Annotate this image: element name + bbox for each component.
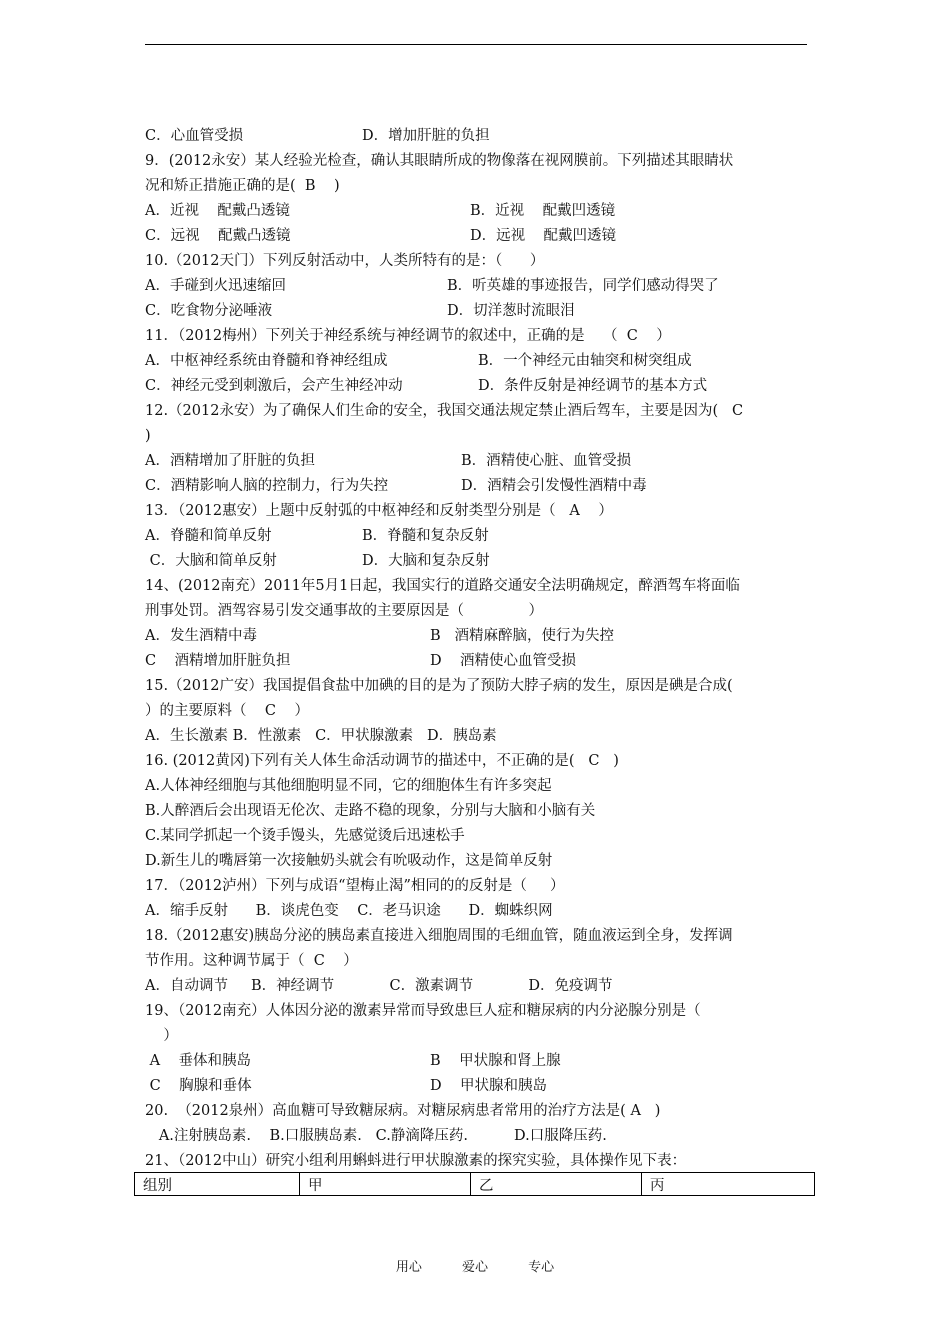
table-cell: 组别: [135, 1173, 300, 1196]
option-text: B 甲状腺和肾上腺: [430, 1053, 561, 1069]
question-line: A．生长激素 B．性激素 C．甲状腺激素 D．胰岛素: [145, 728, 497, 744]
option-text: D．切洋葱时流眼泪: [447, 303, 575, 319]
question-line: 17．（2012泸州）下列与成语“望梅止渴”相同的的反射是（ ）: [145, 878, 565, 894]
question-line: 刑事处罚。酒驾容易引发交通事故的主要原因是（ ）: [145, 603, 544, 619]
option-text: D．大脑和复杂反射: [362, 553, 490, 569]
question-line: 16. (2012黄冈)下列有关人体生命活动调节的描述中，不正确的是( C ): [145, 753, 619, 769]
question-line: 20. （2012泉州）高血糖可导致糖尿病。对糖尿病患者常用的治疗方法是( A ): [145, 1103, 661, 1119]
question-line: 13．（2012惠安）上题中反射弧的中枢神经和反射类型分别是（ A ）: [145, 503, 613, 519]
option-text: C．吃食物分泌唾液: [145, 303, 273, 319]
option-text: B．脊髓和复杂反射: [362, 528, 489, 544]
option-text: C．远视 配戴凸透镜: [145, 228, 291, 244]
question-line: ): [145, 428, 151, 444]
option-text: B．酒精使心脏、血管受损: [461, 453, 632, 469]
option-text: A．中枢神经系统由脊髓和脊神经组成: [145, 353, 388, 369]
option-text: C．神经元受到刺激后，会产生神经冲动: [145, 378, 403, 394]
question-line: 11．（2012梅州）下列关于神经系统与神经调节的叙述中，正确的是 （ C ）: [145, 328, 671, 344]
option-text: A．脊髓和简单反射: [145, 528, 272, 544]
question-line: C.某同学抓起一个烫手馒头，先感觉烫后迅速松手: [145, 828, 465, 844]
question-line: 15.（2012广安）我国提倡食盐中加碘的目的是为了预防大脖子病的发生，原因是碘是合成(: [145, 678, 733, 694]
option-text: D 酒精使心血管受损: [430, 653, 577, 669]
question-line: 9．(2012永安）某人经验光检查，确认其眼睛所成的物像落在视网膜前。下列描述其眼睛状: [145, 153, 734, 169]
footer-word: 爱心: [461, 1260, 488, 1275]
option-text: A 垂体和胰岛: [145, 1053, 252, 1069]
option-text: C 酒精增加肝脏负担: [145, 653, 291, 669]
option-text: A．发生酒精中毒: [145, 628, 257, 644]
option-text: D．远视 配戴凹透镜: [470, 228, 617, 244]
question-line: B.人醉酒后会出现语无伦次、走路不稳的现象，分别与大脑和小脑有关: [145, 803, 596, 819]
option-text: A．酒精增加了肝脏的负担: [145, 453, 315, 469]
question-line: ）的主要原料（ C ）: [145, 703, 309, 719]
question-line: ）: [145, 1028, 178, 1044]
option-text: D．酒精会引发慢性酒精中毒: [461, 478, 647, 494]
question-line: 14、(2012南充）2011年5月1日起，我国实行的道路交通安全法明确规定，醉酒驾车将面临: [145, 578, 740, 594]
question-line: 节作用。这种调节属于（ C ）: [145, 953, 358, 969]
question-line: 21、（2012中山）研究小组利用蝌蚪进行甲状腺激素的探究实验，具体操作见下表：: [145, 1153, 687, 1169]
option-text: C．心血管受损: [145, 128, 244, 144]
question-line: 况和矫正措施正确的是( B ): [145, 178, 340, 194]
question-line: 18.（2012惠安)胰岛分泌的胰岛素直接进入细胞周围的毛细血管，随血液运到全身，发挥调: [145, 928, 733, 944]
option-text: D．条件反射是神经调节的基本方式: [478, 378, 708, 394]
table-row: [135, 1173, 815, 1196]
option-text: C 胸腺和垂体: [145, 1078, 252, 1094]
table-cell: 丙: [642, 1173, 815, 1196]
table-cell: 甲: [300, 1173, 471, 1196]
page-footer: [0, 1256, 950, 1275]
option-text: A．手碰到火迅速缩回: [145, 278, 286, 294]
option-text: B．一个神经元由轴突和树突组成: [478, 353, 692, 369]
question-line: 10.（2012天门）下列反射活动中，人类所特有的是：（ ）: [145, 253, 545, 269]
option-text: C．大脑和简单反射: [145, 553, 277, 569]
option-text: A．近视 配戴凸透镜: [145, 203, 290, 219]
question-line: 19、（2012南充）人体因分泌的激素异常而导致患巨人症和糖尿病的内分泌腺分别是（: [145, 1003, 701, 1019]
option-text: C．酒精影响人脑的控制力，行为失控: [145, 478, 389, 494]
footer-word: 用心: [395, 1260, 422, 1275]
experiment-table: [134, 1172, 815, 1196]
option-text: D 甲状腺和胰岛: [430, 1078, 548, 1094]
header-rule: [145, 44, 807, 45]
option-text: D．增加肝脏的负担: [362, 128, 490, 144]
question-line: A.人体神经细胞与其他细胞明显不同，它的细胞体生有许多突起: [145, 778, 552, 794]
table-cell: 乙: [471, 1173, 642, 1196]
option-text: B 酒精麻醉脑，使行为失控: [430, 628, 614, 644]
option-text: B．近视 配戴凹透镜: [470, 203, 616, 219]
option-text: B．听英雄的事迹报告，同学们感动得哭了: [447, 278, 719, 294]
footer-word: 专心: [528, 1260, 555, 1275]
question-line: A．自动调节 B．神经调节 C．激素调节 D．免疫调节: [145, 978, 613, 994]
question-line: D.新生儿的嘴唇第一次接触奶头就会有吮吸动作，这是简单反射: [145, 853, 553, 869]
question-line: 12.（2012永安）为了确保人们生命的安全，我国交通法规定禁止酒后驾车，主要是因为( C: [145, 403, 744, 419]
question-line: A．缩手反射 B．谈虎色变 C．老马识途 D．蜘蛛织网: [145, 903, 553, 919]
question-line: A.注射胰岛素. B.口服胰岛素. C.静滴降压药. D.口服降压药.: [145, 1128, 607, 1144]
